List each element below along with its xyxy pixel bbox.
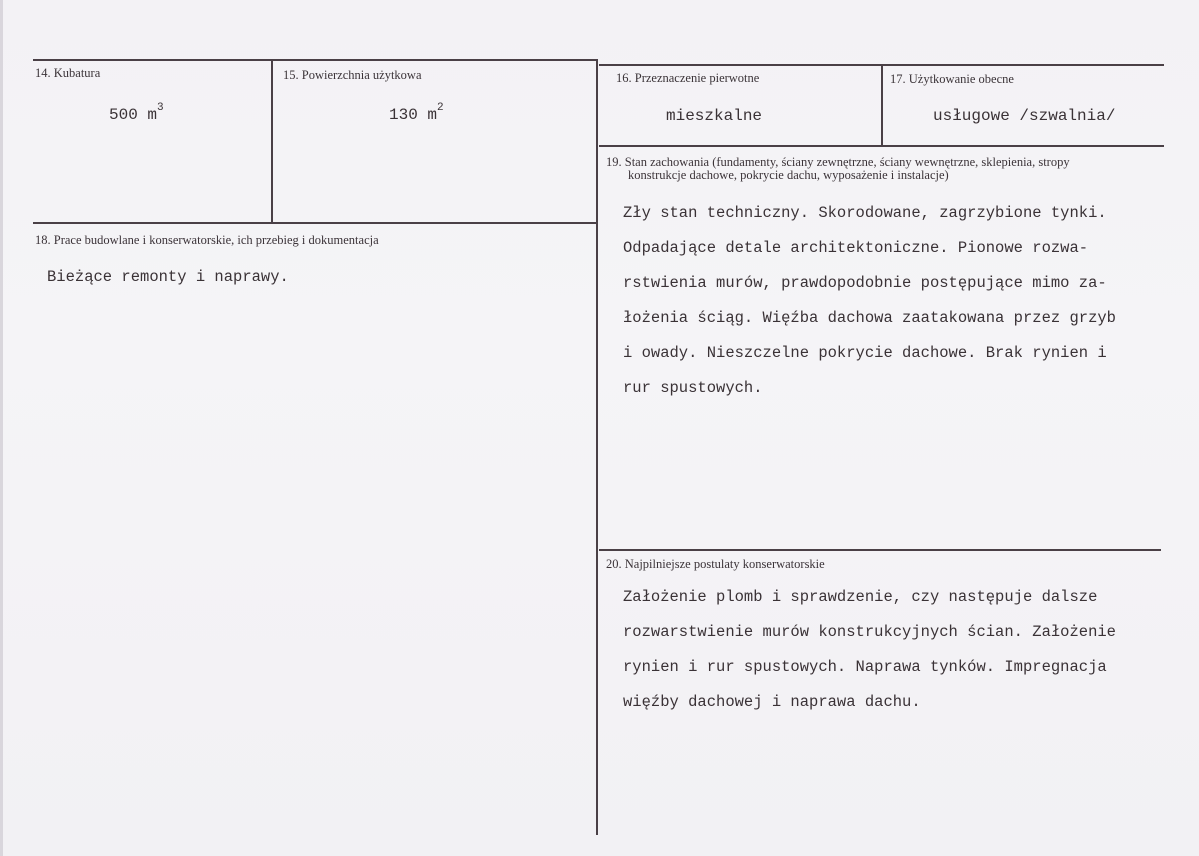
field-15-number: 130 m [389,106,438,124]
center-divider [596,59,598,835]
field-19-line: rur spustowych. [623,379,763,397]
field-20-line: rynien i rur spustowych. Naprawa tynków. Impregnacja [623,658,1107,676]
field-15-label: 15. Powierzchnia użytkowa [283,68,422,82]
field-14-label: 14. Kubatura [35,66,101,80]
field-16-value: mieszkalne [666,107,763,125]
field-19-line: rstwienia murów, prawdopodobnie postępujące mimo za- [623,274,1107,292]
field-17-label: 17. Użytkowanie obecne [890,72,1014,86]
field-15-unit-exponent: 2 [437,102,444,114]
field-19-label-line1: 19. Stan zachowania (fundamenty, ściany zewnętrzne, ściany wewnętrzne, sklepienia, stropy [606,155,1070,169]
rule-above-20 [599,549,1161,551]
field-20-line: więźby dachowej i naprawa dachu. [623,693,921,711]
divider-14-15 [271,59,273,223]
field-19-line: Odpadające detale architektoniczne. Pionowe rozwa- [623,239,1089,257]
field-19-line: łożenia ściąg. Więźba dachowa zaatakowana przez grzyb [623,309,1116,327]
rule-under-16-17 [599,145,1164,147]
field-18-value: Bieżące remonty i naprawy. [47,268,289,286]
field-20-label: 20. Najpilniejsze postulaty konserwatorskie [606,557,825,571]
field-19-line: Zły stan techniczny. Skorodowane, zagrzybione tynki. [623,204,1107,222]
field-14-number: 500 m [109,106,158,124]
field-19-label-line2: konstrukcje dachowe, pokrycie dachu, wyposażenie i instalacje) [628,168,949,182]
field-19-text [623,196,1116,406]
top-rule-left [33,59,598,61]
field-17-value: usługowe /szwalnia/ [933,107,1116,125]
field-14-value [109,102,164,124]
field-16-label: 16. Przeznaczenie pierwotne [616,71,760,85]
field-20-text [623,580,1116,720]
field-20-line: Założenie plomb i sprawdzenie, czy następuje dalsze [623,588,1098,606]
divider-16-17 [881,64,883,145]
field-14-unit-exponent: 3 [157,102,164,114]
field-19-line: i owady. Nieszczelne pokrycie dachowe. Brak rynien i [623,344,1107,362]
field-20-line: rozwarstwienie murów konstrukcyjnych ścian. Założenie [623,623,1116,641]
field-15-value [389,102,444,124]
rule-under-14-15 [33,222,598,224]
field-18-label: 18. Prace budowlane i konserwatorskie, ich przebieg i dokumentacja [35,233,379,247]
